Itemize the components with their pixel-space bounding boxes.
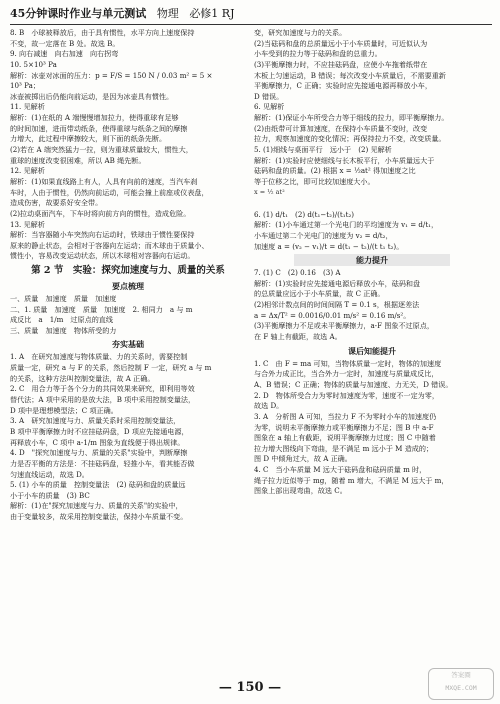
text-line: D 错误。 [254,91,284,101]
text-line: (3)平衡摩擦力时，不应挂砝码盘，应使小车拖着纸带在 [254,59,428,69]
text-line: 解析：冰壶对冰面的压力：p = F/S = 150 N / 0.03 m² = 5 × [10,70,213,80]
text-line: (2)相邻计数点间的时间间隔 T = 0.1 s，根据逐差法 [254,300,420,310]
text-line: (2)若在 A 端突然猛力一拉，则为重球质量较大，惯性大， [10,145,193,155]
formula: x = ½ at² [254,187,285,196]
text-line: 替代法；A 项中采用的是放大法，B 项中采用控制变量法， [10,395,196,405]
text-line: (2)由纸带可计算加速度，在保持小车质量不变时，改变 [254,123,428,133]
text-line: 再释放小车，C 项中 a-1/m 图象为直线便于得出规律。 [10,437,185,447]
text-line: 二、1. 质量 加速度 质量 加速度 2. 相同力 a 与 m [10,304,193,314]
text-line: 4. D "探究加速度与力、质量的关系"实验中，判断摩擦 [10,448,188,458]
right-column [254,28,490,497]
watermark-line-1: 答案圈 [451,671,471,679]
text-line: 1. A 在研究加速度与物体质量、力的关系时，需要控制 [10,352,188,362]
text-line: (3)平衡摩擦力不足或未平衡摩擦力，a-F 图象不过原点， [254,321,434,331]
text-line: 成反比 a 1/m 过原点的直线 [10,315,113,325]
text-line: 与合外力成正比，当合外力一定时，加速度与质量成反比， [254,369,439,379]
text-line: 图象上部出现弯曲，故选 C。 [254,486,347,496]
text-line: 冰壶被掷出后仍能向前运动，是因为冰壶具有惯性。 [10,91,174,101]
text-line: 2. D 物体所受合力为零时加速度为零，速度不一定为零， [254,390,439,400]
text-line: 一、质量 加速度 质量 加速度 [10,293,117,303]
text-line: a = Δx/T² = 0.0016/0.01 m/s² = 0.16 m/s²。 [254,310,411,320]
subsection-title: 夯实基础 [112,339,144,350]
text-line: 3. A 分析图 A 可知，当拉力 F 不为零时小车的加速度仍 [254,411,437,421]
watermark-logo [428,668,494,700]
subsection-title: 要点梳理 [112,280,144,291]
left-column [10,28,246,523]
book-label: 必修1 RJ [189,7,235,20]
text-line: (2)当砝码和盘的总质量远小于小车质量时，可近似认为 [254,38,428,48]
text-line: 小车受到的拉力等于砝码和盘的总重力。 [254,49,382,59]
text-line: 为零，说明未平衡摩擦力或平衡摩擦力不足；图 B 中 a-F [254,422,434,432]
subsection-title: 能力提升 [294,254,450,266]
text-line: 故选 D。 [254,401,284,411]
text-line: 匀速直线运动，故选 D。 [10,469,89,479]
text-line: 的总质量应远小于小车质量，故 C 正确。 [254,289,385,299]
text-line: 4. C 当小车质量 M 远大于砝码盘和砝码质量 m 时， [254,465,427,475]
text-line: 等于位移之比，即可比较加速度大小。 [254,176,375,186]
text-line: 10. 5×10³ Pa [10,59,57,69]
text-line: 解析：(1)在纸的 A 端慢慢增加拉力，使得重球有足够 [10,113,179,123]
text-line: D 项中是理想模型法；C 项正确。 [10,405,118,415]
text-line: 图象在 a 轴上有截距，说明平衡摩擦力过度；图 C 中随着 [254,433,436,443]
text-line: 解析：当容器随小车突然向右运动时，铁球由于惯性要保持 [10,230,195,240]
text-line: 在 F 轴上有截距，故选 A。 [254,332,342,342]
text-line: 变，研究加速度与力的关系。 [254,28,347,37]
text-line: 造成伤害，故要系好安全带。 [10,198,103,208]
text-line: 绳子拉力近似等于 mg，随着 m 增大，不满足 M 远大于 m， [254,475,449,485]
page-number: — 150 — [218,680,282,695]
text-line: 6. (1) d/t₁ (2) d(t₁−t₂)/(t₁t₂) [254,209,355,219]
book-title: 45分钟课时作业与单元测试 [10,7,147,20]
text-line: 5. (1)细线与桌面平行 远小于 (2) 见解析 [254,145,392,155]
section-title: 第 2 节 实验：探究加速度与力、质量的关系 [31,265,225,277]
subject-label: 物理 [156,7,179,20]
text-line: 小车通过第二个光电门的速度为 v₂ = d/t₂， [254,230,393,240]
text-line: 拉力增大图线向下弯曲，是不满足 m 远小于 M 造成的； [254,443,434,453]
watermark-line-2: MXQE.COM [445,684,477,692]
text-line: 车时，人由于惯性，仍然向前运动，可能会撞上前座或仪表盘， [10,187,209,197]
subsection-title: 课后知能提升 [348,345,396,356]
text-line: 6. 见解析 [254,102,285,112]
text-line: 小于小车的质量 (3) BC [10,490,90,500]
text-line: 解析：(1)如果直线路上有人，人具有向前的速度，当汽车刹 [10,176,198,186]
text-line: 拉力，观察加速度的变化情况；再保持拉力不变，改变质量。 [254,134,446,144]
text-line: 三、质量 加速度 物体所受的力 [10,325,117,335]
text-line: 力是否平衡的方法是：不挂砝码盘，轻推小车，看其能否做 [10,458,195,468]
text-line: 解析：(1)在"探究加速度与力、质量的关系"的实验中， [10,501,183,511]
text-line: 惯性小，容易改变运动状态，所以木球相对容器向右运动。 [10,251,195,261]
text-line: 13. 见解析 [10,219,45,229]
text-line: 原来的静止状态，会相对于容器向左运动；而木球由于质量小、 [10,240,209,250]
text-line: 解析：(1)实验时应使细线与长木板平行，小车质量远大于 [254,155,435,165]
text-line: 解析：(1)实验时应先接通电源后释放小车，砝码和盘 [254,278,421,288]
text-line: 平衡摩擦力，C 正确；实验时应先接通电源再释放小车， [254,81,432,91]
text-line: 砝码和盘的质量。(2) 根据 x = ½at² 得加速度之比 [254,166,416,176]
text-line: 的关系，这种方法叫控制变量法，故 A 正确。 [10,373,155,383]
text-line: 1. C 由 F = ma 可知，当物体质量一定时，物体的加速度 [254,358,442,368]
text-line: 加速度 a = (v₂ − v₁)/t = d(t₁ − t₂)/(t t₁ t₂)。 [254,241,404,251]
text-line: A、B 错误；C 正确；物体的质量与加速度、力无关，D 错误。 [254,379,453,389]
text-line: B 项中平衡摩擦力时不应挂砝码盘，D 项应先接通电源， [10,426,189,436]
text-line: 2. C 用合力等于各个分力的共同效果来研究，即利用等效 [10,384,195,394]
text-line: 5. (1) 小车的质量 控制变量法 (2) 砝码和盘的质量远 [10,480,186,490]
text-line: 解析：(1)保证小车所受合力等于细线的拉力，即平衡摩擦力。 [254,113,449,123]
text-line: 力增大，此过程中摩擦较大，则下面的纸条先断。 [10,134,167,144]
text-line: 7. (1) C (2) 0.16 (3) A [254,268,341,278]
text-line: 由于变量较多，故采用控制变量法，保持小车质量不变。 [10,512,188,522]
text-line: (2)拉动桌面汽车，下车时将向前方向的惯性，造成危险。 [10,208,191,218]
text-line: 图 D 中倾角过大，故 A 正确。 [254,454,352,464]
text-line: 不变，故一定落在 B 处。故选 B。 [10,38,120,48]
text-line: 木板上匀速运动，B 错误；每次改变小车质量后，不需要重新 [254,70,446,80]
text-line: 8. B 小球被释放后，由于具有惯性，水平方向上速度保持 [10,28,195,37]
page-header [10,4,492,25]
page-number-value: 150 [236,680,264,695]
text-line: 质量一定，研究 a 与 F 的关系，然后控制 F 一定，研究 a 与 m [10,363,212,373]
text-line: 12. 见解析 [10,166,45,176]
text-line: 9. 向右减速 向右加速 向右拐弯 [10,49,119,59]
text-line: 10³ Pa； [10,81,40,91]
text-line: 3. A 研究加速度与力、质量关系时采用控制变量法， [10,416,181,426]
text-line: 的时间加速，进而带动纸条，使得重球与纸条之间的摩擦 [10,123,188,133]
text-line: 11. 见解析 [10,102,45,112]
text-line: 解析：(1)小车通过第一个光电门的平均速度为 v₁ = d/t₁， [254,220,439,230]
text-line: 重球的速度改变很困难，所以 AB 绳先断。 [10,155,146,165]
